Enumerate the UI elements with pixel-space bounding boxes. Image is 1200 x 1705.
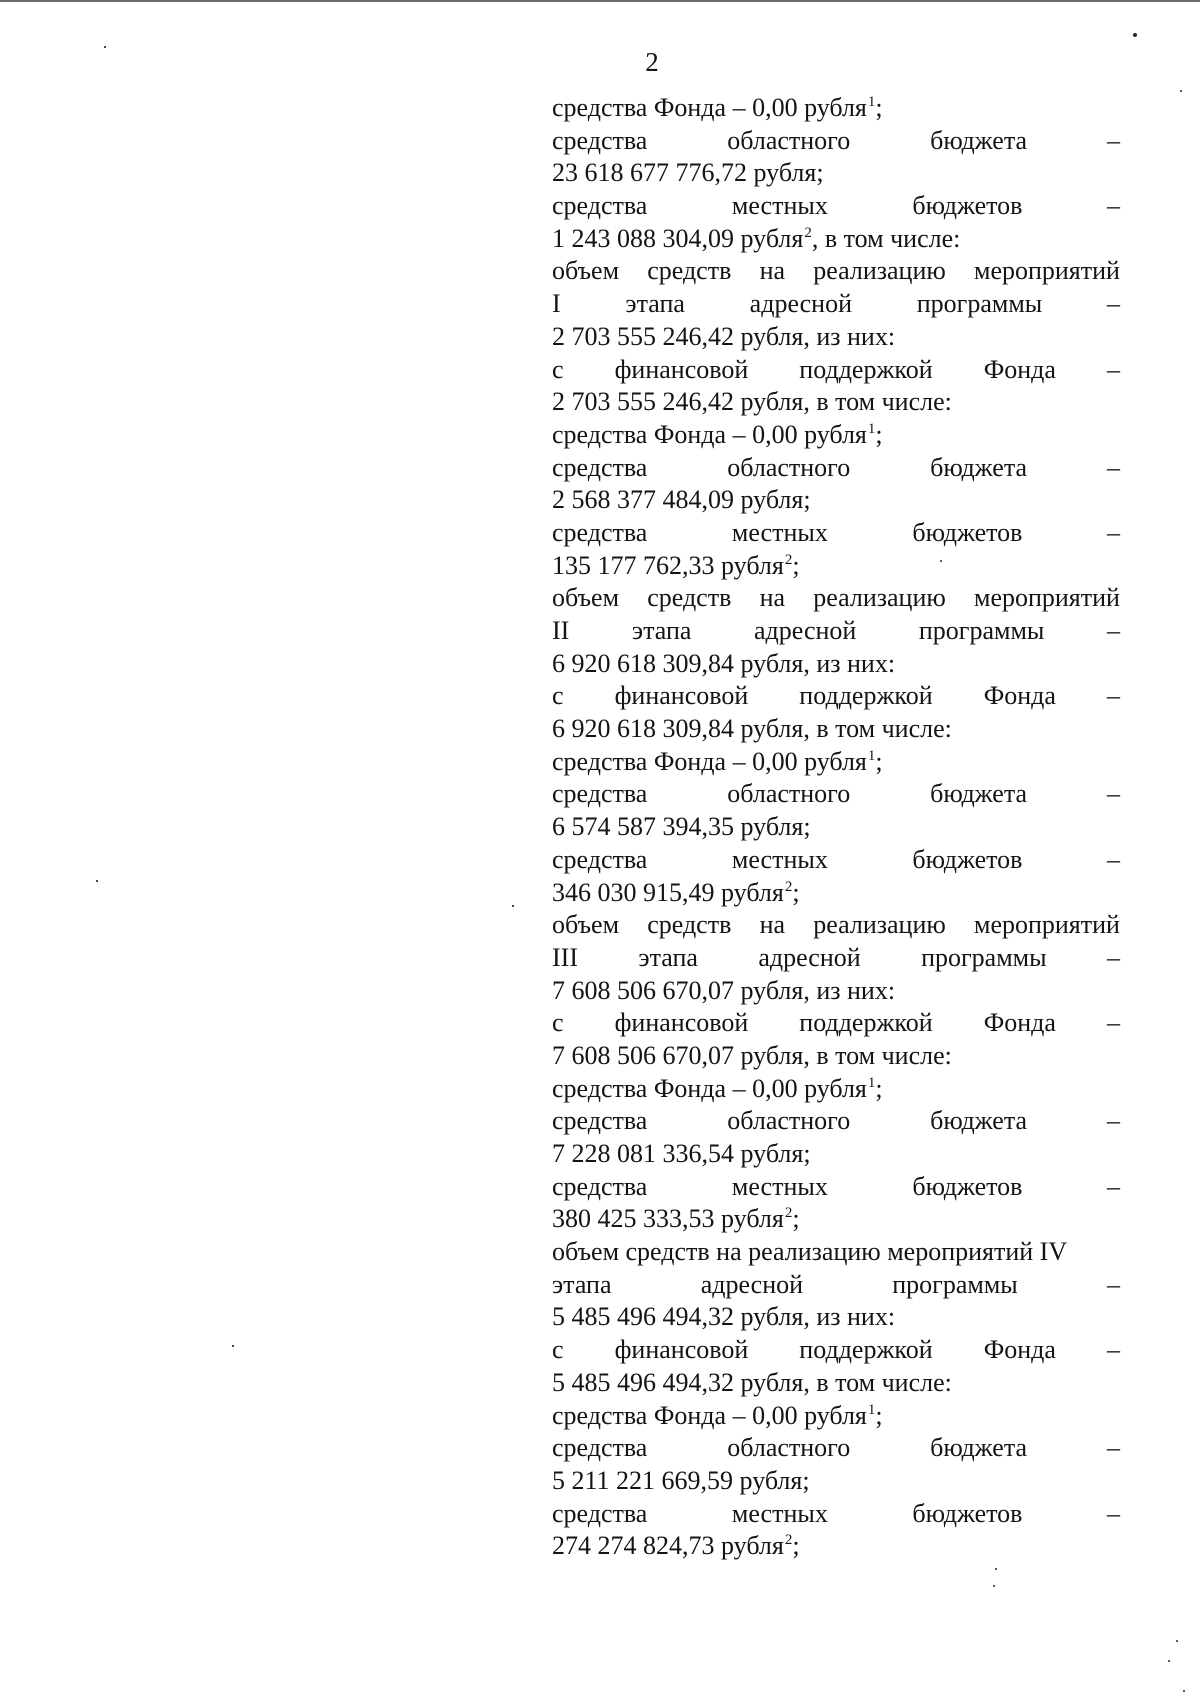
scan-speck xyxy=(512,905,514,907)
line-word: средства xyxy=(552,1171,648,1201)
document-line xyxy=(552,484,1120,517)
line-word: на xyxy=(759,256,786,286)
line-word: – xyxy=(1106,354,1120,384)
document-line xyxy=(552,1400,1120,1433)
document-line xyxy=(552,811,1120,844)
line-text: 5 485 496 494,32 рубля, в том числе: xyxy=(552,1367,952,1397)
line-word: реализацию xyxy=(813,583,946,613)
line-word: средства xyxy=(552,517,648,547)
document-line xyxy=(552,1203,1120,1236)
line-word: – xyxy=(1106,1008,1120,1038)
line-word: адресной xyxy=(758,942,861,972)
document-line xyxy=(552,1171,1120,1204)
footnote-mark: 2 xyxy=(784,1205,793,1222)
line-word: областного xyxy=(727,1106,851,1136)
line-text: 7 228 081 336,54 рубля; xyxy=(552,1139,811,1168)
document-line xyxy=(552,746,1120,779)
line-text-tail: ; xyxy=(875,419,883,449)
line-word: адресной xyxy=(753,616,857,645)
line-word: реализацию xyxy=(813,256,946,286)
line-word: объем xyxy=(552,910,620,940)
line-text: 7 608 506 670,07 рубля, в том числе: xyxy=(552,1040,952,1070)
document-line xyxy=(552,615,1120,648)
line-word: бюджетов xyxy=(912,1171,1023,1201)
document-line xyxy=(552,713,1120,746)
line-word: – xyxy=(1107,844,1120,874)
line-text: 2 568 377 484,09 рубля; xyxy=(552,485,811,515)
line-word: бюджетов xyxy=(912,191,1023,221)
line-word: на xyxy=(759,910,786,940)
scan-speck xyxy=(1168,1660,1170,1662)
scan-speck xyxy=(995,1568,997,1570)
document-line xyxy=(552,321,1120,354)
line-text: 2 703 555 246,42 рубля, в том числе: xyxy=(552,387,952,417)
document-line xyxy=(552,1007,1120,1040)
line-word: средства xyxy=(552,779,648,809)
footnote-mark: 1 xyxy=(867,94,876,110)
line-word: поддержкой xyxy=(799,354,933,384)
line-word: бюджета xyxy=(930,452,1028,482)
line-text: средства Фонда – 0,00 рубля xyxy=(552,419,867,449)
line-word: мероприятий xyxy=(973,583,1120,613)
line-word: средств xyxy=(647,910,732,940)
line-word: – xyxy=(1107,1106,1120,1136)
line-word: бюджетов xyxy=(912,844,1023,874)
line-word: с xyxy=(552,1335,564,1365)
line-word: поддержкой xyxy=(799,1008,933,1038)
line-word: поддержкой xyxy=(799,1335,933,1365)
line-text: объем средств на реализацию мероприятий IV xyxy=(552,1237,1068,1267)
line-text: 380 425 333,53 рубля xyxy=(552,1204,784,1234)
line-text-tail: , в том числе: xyxy=(811,223,961,253)
line-text: 6 574 587 394,35 рубля; xyxy=(552,812,811,842)
document-line xyxy=(552,452,1120,485)
scan-speck xyxy=(1183,1690,1185,1692)
scan-speck xyxy=(1180,90,1182,92)
line-text: 6 920 618 309,84 рубля, в том числе: xyxy=(552,714,952,744)
footnote-mark: 1 xyxy=(867,1401,876,1418)
line-word: – xyxy=(1106,681,1120,711)
line-text: 5 211 221 669,59 рубля; xyxy=(552,1465,810,1495)
line-word: областного xyxy=(727,779,851,809)
line-word: программы xyxy=(921,942,1047,972)
document-line xyxy=(552,1432,1120,1465)
line-word: – xyxy=(1107,452,1120,482)
document-line xyxy=(552,844,1120,877)
line-text-tail: ; xyxy=(875,1073,883,1103)
scan-speck xyxy=(232,1345,234,1347)
document-line xyxy=(552,1105,1120,1138)
document-line xyxy=(552,255,1120,288)
line-text-tail: ; xyxy=(792,877,800,907)
line-text: средства Фонда – 0,00 рубля xyxy=(552,1400,867,1430)
line-text: 346 030 915,49 рубля xyxy=(552,877,784,907)
line-word: с xyxy=(552,1008,564,1038)
document-line xyxy=(552,419,1120,452)
footnote-mark: 1 xyxy=(867,747,876,764)
scan-speck xyxy=(1176,1640,1178,1642)
line-word: программы xyxy=(918,616,1045,645)
line-word: с xyxy=(552,354,564,384)
line-word: бюджетов xyxy=(912,517,1023,547)
line-word: финансовой xyxy=(614,681,749,711)
document-line xyxy=(552,975,1120,1008)
line-text: 274 274 824,73 рубля xyxy=(552,1531,784,1561)
line-word: областного xyxy=(727,1433,851,1463)
line-word: местных xyxy=(731,191,828,221)
line-word: – xyxy=(1107,289,1120,319)
line-word: объем xyxy=(552,256,620,286)
line-word: средств xyxy=(647,256,732,286)
line-word: – xyxy=(1107,779,1120,809)
line-word: мероприятий xyxy=(973,256,1120,286)
line-word: объем xyxy=(552,583,620,613)
footnote-mark: 1 xyxy=(867,1074,876,1091)
document-line xyxy=(552,1269,1120,1302)
line-word: – xyxy=(1107,942,1120,972)
document-line xyxy=(552,386,1120,419)
line-text: 23 618 677 776,72 рубля; xyxy=(552,158,824,188)
footnote-mark: 2 xyxy=(784,1532,793,1549)
document-line xyxy=(552,1530,1120,1563)
line-word: III xyxy=(552,942,578,972)
document-line xyxy=(552,354,1120,387)
footnote-mark: 2 xyxy=(804,224,812,241)
line-text: 7 608 506 670,07 рубля, из них: xyxy=(552,975,896,1005)
page-number: 2 xyxy=(645,47,659,77)
line-word: финансовой xyxy=(614,354,749,384)
document-line xyxy=(552,1073,1120,1106)
line-word: этапа xyxy=(552,1269,612,1299)
document-line xyxy=(552,909,1120,942)
scan-top-edge xyxy=(0,0,1200,2)
scan-speck xyxy=(940,560,942,562)
footnote-mark: 2 xyxy=(784,878,793,895)
line-word: Фонда xyxy=(983,681,1056,711)
line-word: на xyxy=(759,583,786,613)
line-text: 1 243 088 304,09 рубля xyxy=(552,223,804,253)
line-word: этапа xyxy=(625,289,685,319)
line-word: областного xyxy=(727,452,851,482)
line-word: средства xyxy=(552,1433,648,1463)
line-text: 2 703 555 246,42 рубля, из них: xyxy=(552,321,896,351)
line-text: средства Фонда – 0,00 рубля xyxy=(552,1073,867,1103)
line-word: мероприятий xyxy=(973,910,1120,940)
document-line xyxy=(552,942,1120,975)
line-word: Фонда xyxy=(983,1335,1056,1365)
line-text: 5 485 496 494,32 рубля, из них: xyxy=(552,1302,896,1332)
line-word: адресной xyxy=(749,289,852,319)
line-word: этапа xyxy=(638,942,698,972)
document-line xyxy=(552,1301,1120,1334)
line-word: областного xyxy=(727,125,851,155)
document-line xyxy=(552,125,1120,158)
line-word: средства xyxy=(552,1106,648,1136)
document-line xyxy=(552,1138,1120,1171)
line-word: средства xyxy=(552,844,648,874)
line-word: Фонда xyxy=(983,354,1056,384)
document-line xyxy=(552,1236,1120,1269)
line-word: программы xyxy=(916,289,1043,319)
document-line xyxy=(552,517,1120,550)
line-word: бюджета xyxy=(930,779,1028,809)
document-line xyxy=(552,680,1120,713)
line-text-tail: ; xyxy=(875,93,883,122)
document-line xyxy=(552,1334,1120,1367)
line-text-tail: ; xyxy=(792,550,800,580)
line-word: средств xyxy=(647,583,732,613)
line-word: – xyxy=(1107,1498,1120,1528)
line-word: реализацию xyxy=(813,910,946,940)
line-word: – xyxy=(1106,1335,1120,1365)
line-word: местных xyxy=(731,1171,828,1201)
line-text-tail: ; xyxy=(792,1204,800,1234)
line-word: I xyxy=(552,289,561,319)
line-word: финансовой xyxy=(614,1008,749,1038)
line-word: средства xyxy=(552,452,648,482)
line-word: средства xyxy=(552,1498,648,1528)
line-word: Фонда xyxy=(983,1008,1056,1038)
document-line xyxy=(552,1367,1120,1400)
document-line xyxy=(552,1465,1120,1498)
line-word: финансовой xyxy=(614,1335,749,1365)
line-word: средства xyxy=(552,191,648,221)
footnote-mark: 2 xyxy=(784,551,793,568)
document-line xyxy=(552,223,1120,256)
document-line xyxy=(552,92,1120,125)
document-line xyxy=(552,1040,1120,1073)
footnote-mark: 1 xyxy=(867,420,876,437)
scan-speck xyxy=(1133,33,1137,37)
line-word: местных xyxy=(731,844,828,874)
line-text-tail: ; xyxy=(875,1400,883,1430)
line-text: 135 177 762,33 рубля xyxy=(552,550,784,580)
line-word: бюджета xyxy=(930,1106,1028,1136)
document-line xyxy=(552,288,1120,321)
line-word: этапа xyxy=(631,616,692,645)
document-line xyxy=(552,550,1120,583)
line-word: – xyxy=(1106,616,1120,645)
line-word: средства xyxy=(552,125,648,155)
document-line xyxy=(552,157,1120,190)
line-word: – xyxy=(1107,125,1120,155)
scan-speck xyxy=(993,1585,995,1587)
document-line xyxy=(552,582,1120,615)
line-word: – xyxy=(1107,517,1120,547)
line-text: средства Фонда – 0,00 рубля xyxy=(552,746,867,776)
document-line xyxy=(552,190,1120,223)
document-line xyxy=(552,648,1120,681)
scan-speck xyxy=(96,880,98,882)
line-word: поддержкой xyxy=(799,681,933,711)
line-word: бюджетов xyxy=(912,1498,1023,1528)
line-word: адресной xyxy=(700,1269,804,1299)
line-word: – xyxy=(1107,191,1120,221)
line-word: местных xyxy=(731,517,828,547)
line-word: – xyxy=(1107,1171,1120,1201)
line-text: средства Фонда – 0,00 рубля xyxy=(552,93,867,122)
line-text: 6 920 618 309,84 рубля, из них: xyxy=(552,648,896,678)
line-word: – xyxy=(1107,1433,1120,1463)
line-word: программы xyxy=(892,1269,1018,1299)
document-text-column xyxy=(552,92,1120,1563)
document-line xyxy=(552,778,1120,811)
document-line xyxy=(552,1498,1120,1531)
line-word: с xyxy=(552,681,564,711)
document-line xyxy=(552,877,1120,910)
line-word: II xyxy=(552,616,570,645)
line-word: – xyxy=(1106,1269,1120,1299)
line-text-tail: ; xyxy=(875,746,883,776)
line-word: местных xyxy=(731,1498,828,1528)
line-text-tail: ; xyxy=(792,1531,800,1561)
scan-speck xyxy=(104,46,106,48)
line-word: бюджета xyxy=(930,1433,1028,1463)
line-word: бюджета xyxy=(930,125,1028,155)
